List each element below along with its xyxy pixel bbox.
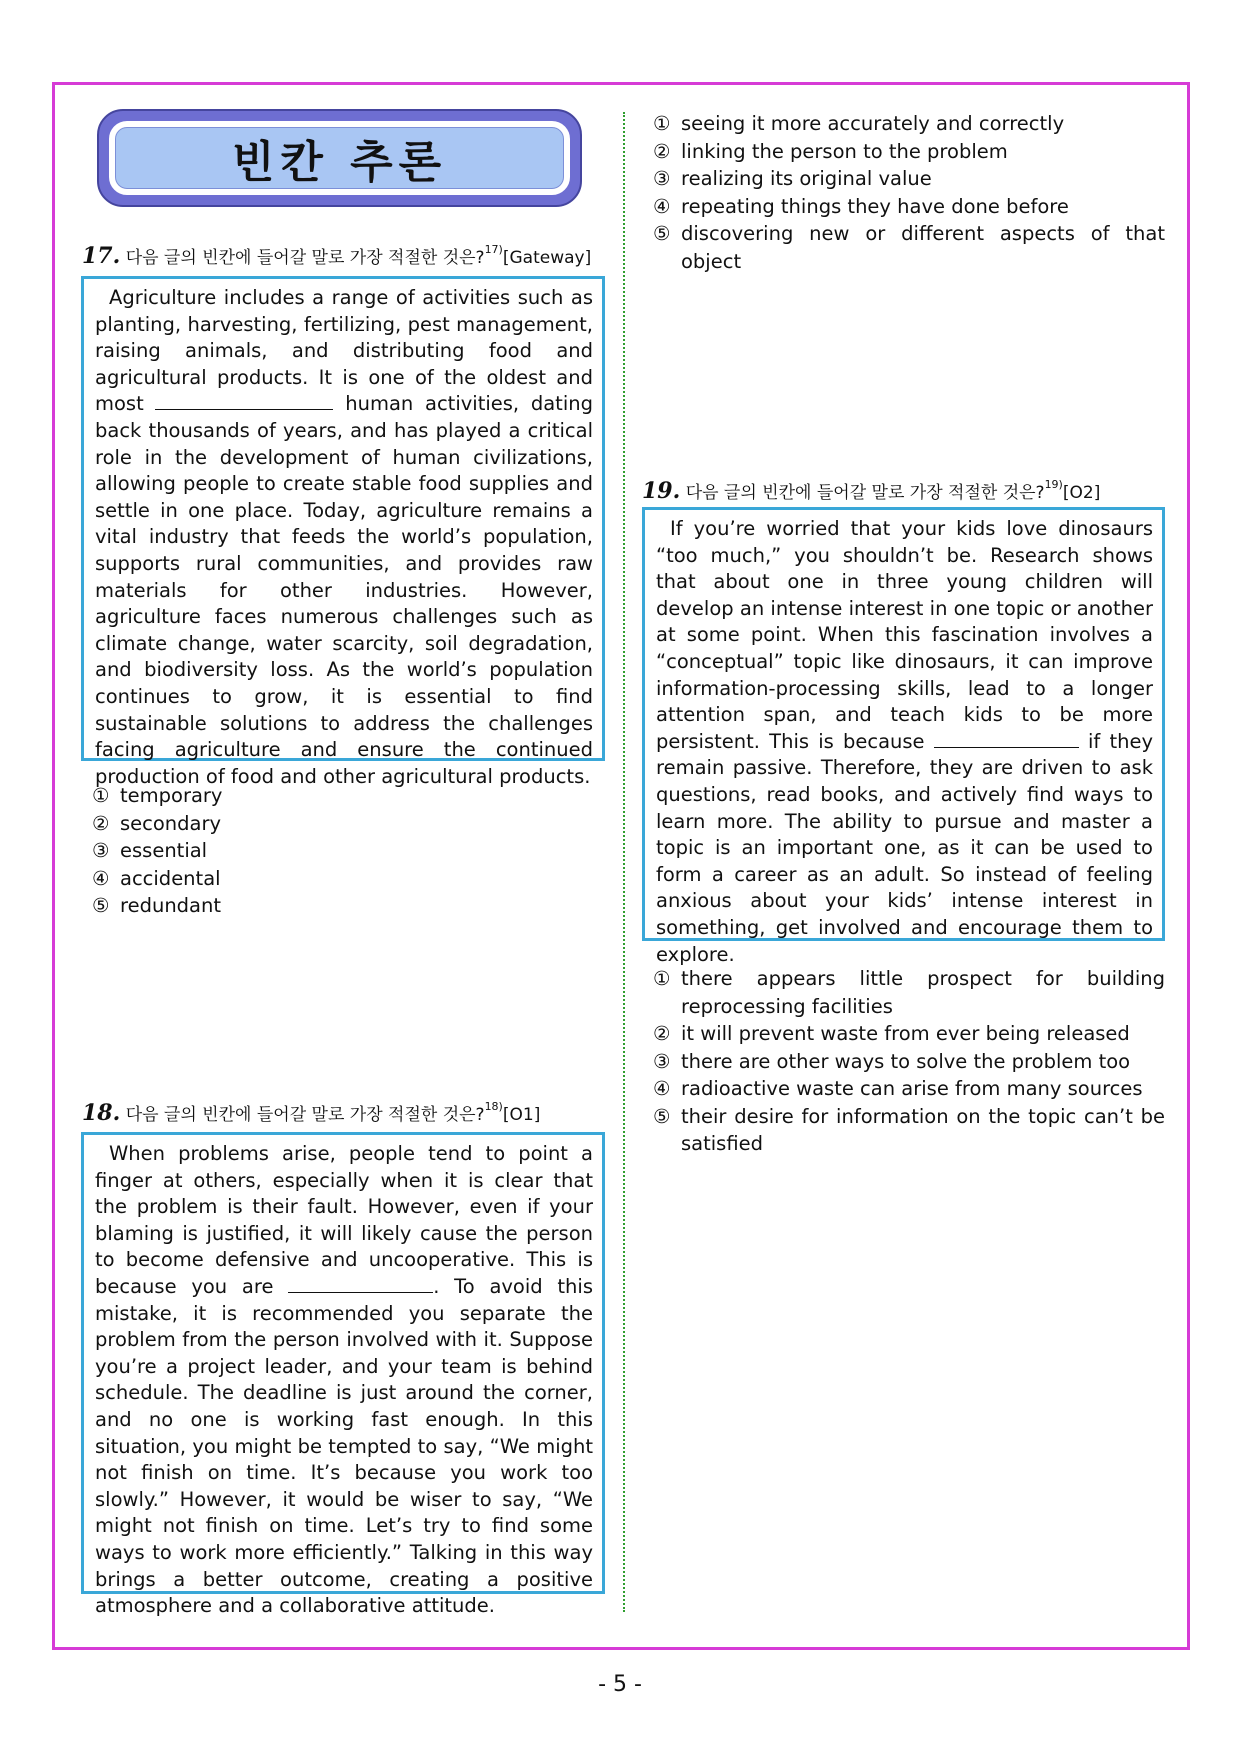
option-1[interactable] [653,965,1165,1020]
question-source: [O2] [1062,483,1101,503]
option-5[interactable] [92,892,592,920]
option-number: ③ [92,839,110,862]
question-18-header [82,1100,540,1126]
option-2[interactable] [653,138,1165,166]
question-number: 18. [82,1100,121,1126]
option-text: radioactive waste can arise from many sources [681,1077,1143,1100]
option-4[interactable] [653,1075,1165,1103]
question-source: [Gateway] [502,248,592,268]
option-number: ① [653,967,671,990]
option-number: ① [92,784,110,807]
option-number: ⑤ [653,1104,671,1128]
question-prompt: 다음 글의 빈칸에 들어갈 말로 가장 적절한 것은? [125,248,485,268]
page-number: - 5 - [598,1672,642,1697]
option-number: ② [653,1022,671,1045]
question-19-options [653,965,1165,1158]
option-3[interactable] [653,165,1165,193]
answer-blank [934,729,1079,748]
option-5[interactable] [653,220,1165,275]
option-number: ③ [653,1049,671,1073]
question-17-passage [81,276,605,788]
passage-text: Agriculture includes a range of activities such as planting, harvesting, fertilizing, pest management, raising animals, and distributing food and agricultural products. It is one of the oldest and most [95,286,593,416]
question-17-options [92,782,592,920]
option-number: ① [653,112,671,135]
option-5[interactable] [653,1103,1165,1158]
option-number: ⑤ [653,222,671,245]
option-text: redundant [120,894,222,917]
option-number: ② [92,811,110,835]
option-text: their desire for information on the topic can’t be satisfied [681,1104,1165,1155]
passage-text: if they remain passive. Therefore, they are driven to ask questions, read books, and actively find ways to learn more. The ability to pursue and master a topic is an important one, as it can be used to form a career as an adult. So instead of feeling anxious about your kids’ intense interest in something, get involved and encourage them to explore. [656,729,1153,966]
option-text: it will prevent waste from ever being released [681,1022,1130,1045]
passage-text: human activities, dating back thousands of years, and has played a critical role in the development of human civilizations, allowing people to create stable food supplies and settle in one place. Today, agriculture remains a vital industry that feeds the world’s population, supports rural communities, and provides raw materials for other industries. However, agriculture faces numerous challenges such as climate change, water scarcity, soil degradation, and biodiversity loss. As the world’s population continues to grow, it is essential to find sustainable solutions to address the challenges facing agriculture and ensure the continued production of food and other agricultural products. [95,392,593,788]
option-4[interactable] [653,193,1165,221]
option-3[interactable] [653,1048,1165,1076]
question-source: [O1] [502,1105,541,1125]
option-text: linking the person to the problem [681,139,1008,163]
question-prompt: 다음 글의 빈칸에 들어갈 말로 가장 적절한 것은? [685,483,1045,503]
question-17-header [82,243,591,269]
option-text: essential [120,839,208,862]
option-text: there appears little prospect for building reprocessing facilities [681,967,1165,1018]
option-text: accidental [120,866,221,890]
option-1[interactable] [653,110,1165,138]
option-text: seeing it more accurately and correctly [681,112,1065,135]
option-text: there are other ways to solve the problem too [681,1049,1131,1073]
question-number: 19. [642,478,681,504]
answer-blank [155,391,333,410]
option-2[interactable] [92,810,592,838]
footnote-mark: 18) [484,1100,503,1113]
footnote-mark: 19) [1044,478,1063,491]
option-number: ③ [653,167,671,190]
passage-text: When problems arise, people tend to point a finger at others, especially when it is clear that the problem is their fault. However, even if your blaming is justified, it will likely cause the person to become defensive and uncooperative. This is because you are [95,1142,593,1298]
option-4[interactable] [92,865,592,893]
option-1[interactable] [92,782,592,810]
option-number: ⑤ [92,894,110,917]
option-3[interactable] [92,837,592,865]
option-2[interactable] [653,1020,1165,1048]
option-text: secondary [120,811,222,835]
question-prompt: 다음 글의 빈칸에 들어갈 말로 가장 적절한 것은? [125,1105,485,1125]
option-number: ④ [653,1077,671,1100]
option-text: realizing its original value [681,167,932,190]
option-number: ② [653,139,671,163]
passage-text: . To avoid this mistake, it is recommended you separate the problem from the person involved with it. Suppose you’re a project leader, and your team is behind schedule. The deadline is just around the corner, and no one is working fast enough. In this situation, you might be tempted to say, “We might not finish on time. It’s because you work too slowly.” However, it would be wiser to say, “We might not finish on time. Let’s try to find some ways to work more efficiently.” Talking in this way brings a better outcome, creating a positive atmosphere and a collaborative attitude. [95,1274,593,1618]
option-number: ④ [92,866,110,890]
question-18-options [653,110,1165,275]
option-number: ④ [653,194,671,218]
option-text: repeating things they have done before [681,194,1069,218]
question-19-header [642,478,1100,504]
section-title: 빈칸 추론 [231,137,448,188]
section-title-banner [97,109,582,207]
column-divider [623,112,625,1612]
answer-blank [288,1274,433,1293]
question-18-passage [81,1132,605,1618]
question-19-passage [642,507,1165,966]
option-text: temporary [120,784,223,807]
passage-text: If you’re worried that your kids love dinosaurs “too much,” you shouldn’t be. Research shows that about one in three young children will develop an intense interest in one topic or another at some point. When this fascination involves a “conceptual” topic like dinosaurs, it can improve information-processing skills, lead to a longer attention span, and teach kids to be more persistent. This is because [656,517,1153,753]
question-number: 17. [82,243,121,269]
option-text: discovering new or different aspects of that object [681,222,1165,273]
footnote-mark: 17) [484,243,503,256]
